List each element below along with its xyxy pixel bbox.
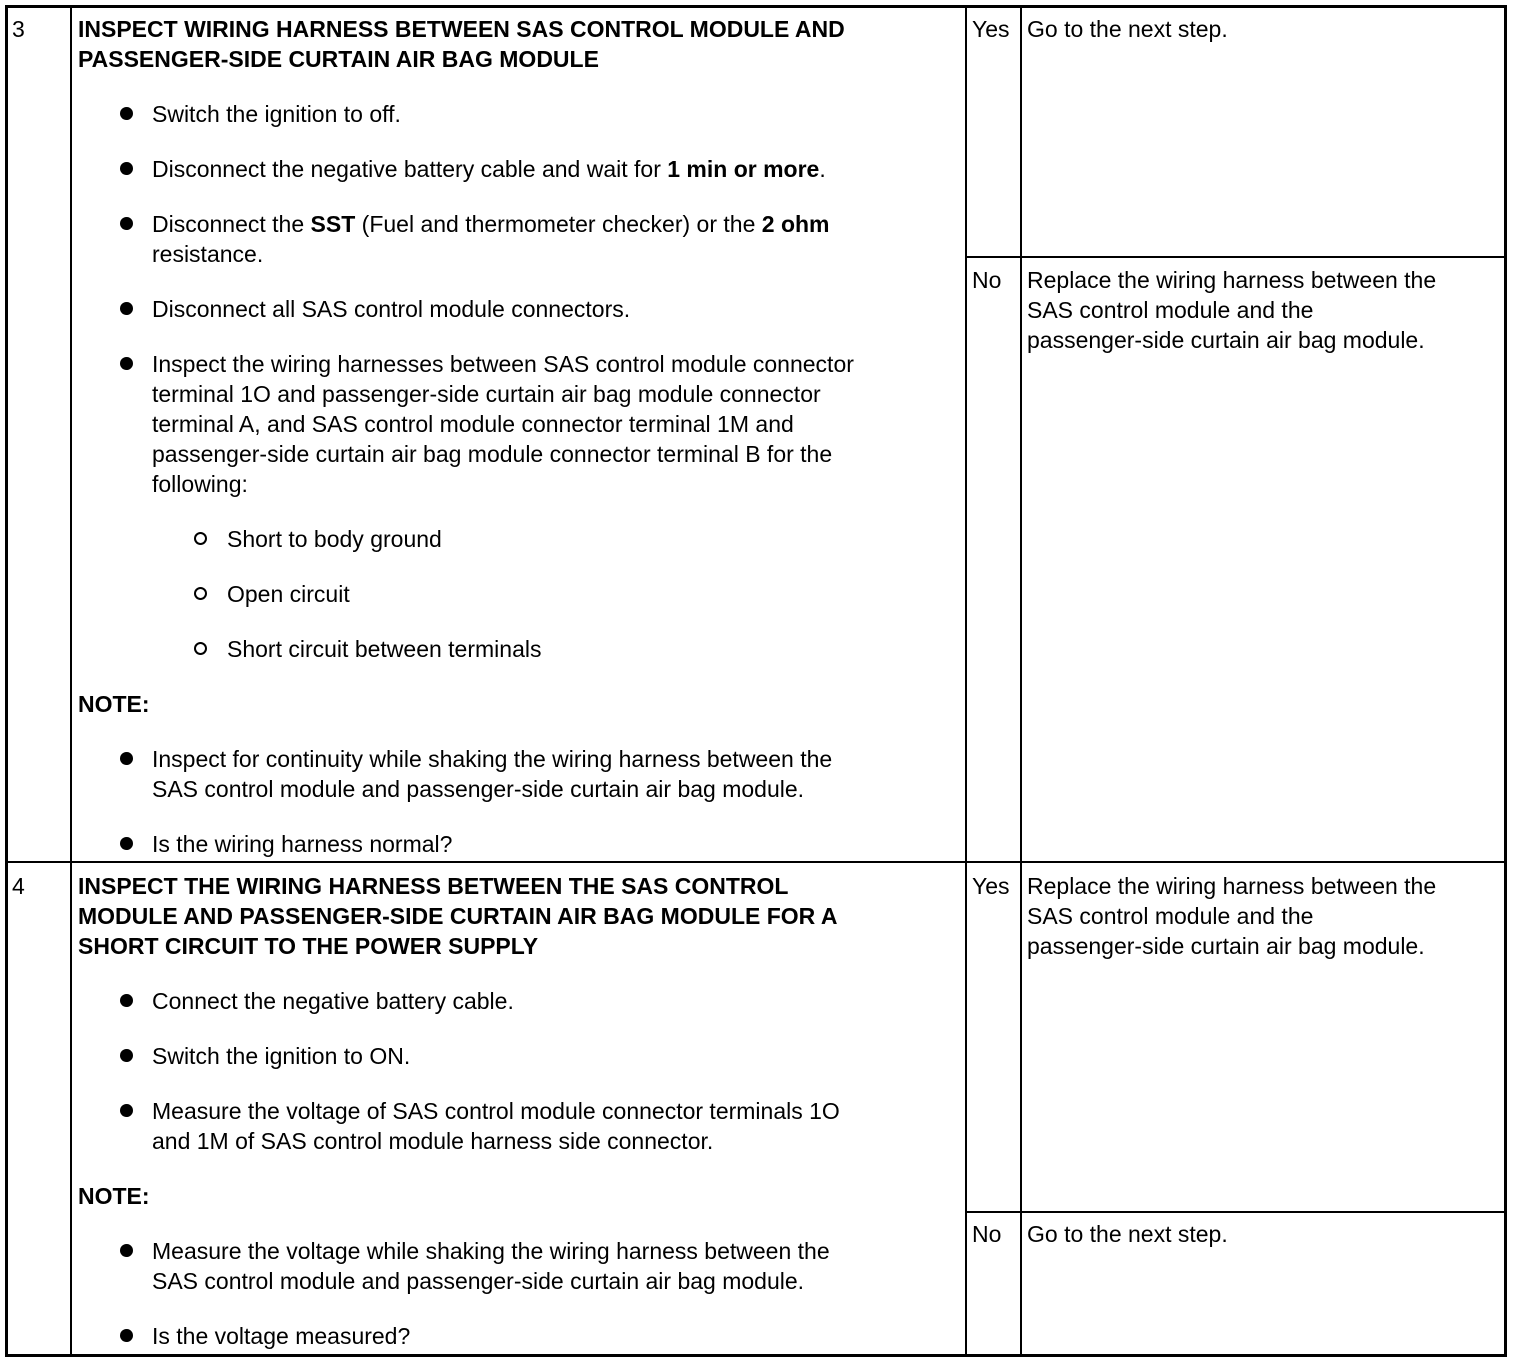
result-no-label: No [972, 267, 1002, 293]
column-divider-result [965, 5, 967, 1357]
yes-action-text: passenger-side curtain air bag module. [1027, 933, 1425, 959]
no-action-text: passenger-side curtain air bag module. [1027, 327, 1425, 353]
instruction-text: Disconnect the negative battery cable and wait for 1 min or more. [152, 156, 826, 182]
step-heading: INSPECT THE WIRING HARNESS BETWEEN THE SAS CONTROL [78, 873, 789, 899]
note-text: SAS control module and passenger-side curtain air bag module. [152, 1268, 805, 1294]
bullet-icon [120, 1049, 133, 1062]
yes-action-text: Go to the next step. [1027, 16, 1228, 42]
sub-item-text: Open circuit [227, 581, 350, 607]
result-yes-label: Yes [972, 873, 1010, 899]
circle-bullet-icon [194, 587, 207, 600]
note-text: Inspect for continuity while shaking the wiring harness between the [152, 746, 833, 772]
instruction-text: Connect the negative battery cable. [152, 988, 514, 1014]
bullet-icon [120, 752, 133, 765]
column-divider-action [1020, 5, 1022, 1357]
instruction-text: and 1M of SAS control module harness side connector. [152, 1128, 714, 1154]
circle-bullet-icon [194, 642, 207, 655]
no-action-text: Replace the wiring harness between the [1027, 267, 1437, 293]
step-heading: INSPECT WIRING HARNESS BETWEEN SAS CONTROL MODULE AND [78, 16, 845, 42]
sub-item-text: Short to body ground [227, 526, 442, 552]
no-action-text: Go to the next step. [1027, 1221, 1228, 1247]
note-label: NOTE: [78, 1183, 150, 1209]
instruction-text: Disconnect the SST (Fuel and thermometer checker) or the 2 ohm [152, 211, 830, 237]
note-text: Measure the voltage while shaking the wiring harness between the [152, 1238, 830, 1264]
instruction-text: resistance. [152, 241, 264, 267]
no-action-text: SAS control module and the [1027, 297, 1314, 323]
instruction-text: passenger-side curtain air bag module connector terminal B for the [152, 441, 833, 467]
yes-action-text: SAS control module and the [1027, 903, 1314, 929]
row-divider-steps [5, 861, 1507, 863]
bullet-icon [120, 1244, 133, 1257]
bullet-icon [120, 837, 133, 850]
instruction-text: following: [152, 471, 248, 497]
result-no-label: No [972, 1221, 1002, 1247]
row-divider-step3-result [965, 256, 1507, 258]
question-text: Is the wiring harness normal? [152, 831, 453, 857]
step-number: 3 [12, 16, 25, 42]
note-text: SAS control module and passenger-side curtain air bag module. [152, 776, 805, 802]
column-divider-step [70, 5, 72, 1357]
sub-item-text: Short circuit between terminals [227, 636, 542, 662]
bullet-icon [120, 1104, 133, 1117]
step-heading: SHORT CIRCUIT TO THE POWER SUPPLY [78, 933, 539, 959]
bullet-icon [120, 994, 133, 1007]
instruction-text: terminal A, and SAS control module connector terminal 1M and [152, 411, 794, 437]
instruction-text: Switch the ignition to off. [152, 101, 401, 127]
instruction-text: terminal 1O and passenger-side curtain air bag module connector [152, 381, 821, 407]
bullet-icon [120, 217, 133, 230]
question-text: Is the voltage measured? [152, 1323, 411, 1349]
instruction-text: Switch the ignition to ON. [152, 1043, 411, 1069]
instruction-text: Disconnect all SAS control module connectors. [152, 296, 631, 322]
step-number: 4 [12, 873, 25, 899]
bullet-icon [120, 302, 133, 315]
step-heading: PASSENGER-SIDE CURTAIN AIR BAG MODULE [78, 46, 599, 72]
bullet-icon [120, 107, 133, 120]
yes-action-text: Replace the wiring harness between the [1027, 873, 1437, 899]
instruction-text: Measure the voltage of SAS control module connector terminals 1O [152, 1098, 840, 1124]
step-heading: MODULE AND PASSENGER-SIDE CURTAIN AIR BAG MODULE FOR A [78, 903, 838, 929]
circle-bullet-icon [194, 532, 207, 545]
bullet-icon [120, 162, 133, 175]
bullet-icon [120, 1329, 133, 1342]
result-yes-label: Yes [972, 16, 1010, 42]
row-divider-step4-result [965, 1211, 1507, 1213]
bullet-icon [120, 357, 133, 370]
note-label: NOTE: [78, 691, 150, 717]
instruction-text: Inspect the wiring harnesses between SAS control module connector [152, 351, 854, 377]
